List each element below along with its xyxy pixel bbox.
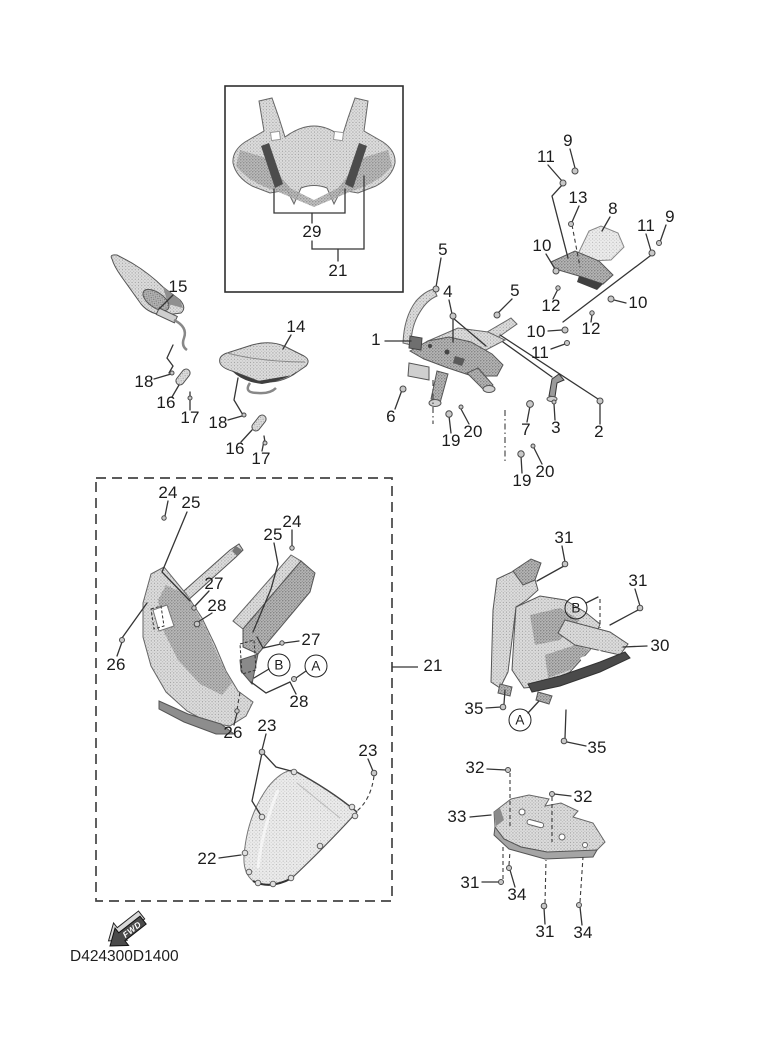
callout-32: 32 bbox=[573, 787, 593, 806]
callout-12: 12 bbox=[541, 296, 561, 315]
ref-circle-a: A bbox=[305, 655, 328, 678]
callout-24: 24 bbox=[282, 512, 302, 531]
callout-10: 10 bbox=[628, 293, 648, 312]
callout-11: 11 bbox=[530, 343, 550, 362]
callout-31: 31 bbox=[554, 528, 574, 547]
callout-7: 7 bbox=[521, 420, 531, 439]
part-front-cowl bbox=[233, 98, 395, 207]
callout-16: 16 bbox=[156, 393, 176, 412]
callout-25: 25 bbox=[263, 525, 283, 544]
callout-31: 31 bbox=[535, 922, 555, 941]
callout-19: 19 bbox=[512, 471, 532, 490]
callout-14: 14 bbox=[286, 317, 306, 336]
callout-23: 23 bbox=[257, 716, 277, 735]
part-cover-14 bbox=[220, 343, 308, 384]
callout-17: 17 bbox=[251, 449, 271, 468]
callout-29: 29 bbox=[302, 222, 322, 241]
callout-12: 12 bbox=[581, 319, 601, 338]
part-stay-bracket bbox=[403, 289, 517, 407]
callout-28: 28 bbox=[207, 596, 227, 615]
callout-26: 26 bbox=[223, 723, 243, 742]
callout-4: 4 bbox=[443, 282, 453, 301]
callout-34: 34 bbox=[573, 923, 593, 942]
callout-11: 11 bbox=[636, 216, 656, 235]
ref-circle-b: B bbox=[565, 597, 588, 620]
callout-25: 25 bbox=[181, 493, 201, 512]
fwd-label: FWD bbox=[120, 919, 144, 940]
callout-9: 9 bbox=[563, 131, 573, 150]
callout-10: 10 bbox=[532, 236, 552, 255]
detail-inset-box bbox=[225, 86, 403, 292]
callout-35: 35 bbox=[587, 738, 607, 757]
mirror-mount-hook bbox=[174, 320, 187, 350]
callout-5: 5 bbox=[438, 240, 448, 259]
callout-11: 11 bbox=[536, 147, 556, 166]
callout-32: 32 bbox=[465, 758, 485, 777]
callout-35: 35 bbox=[464, 699, 484, 718]
ref-circle-a: A bbox=[509, 709, 532, 732]
callout-6: 6 bbox=[386, 407, 396, 426]
callout-31: 31 bbox=[460, 873, 480, 892]
callout-5: 5 bbox=[510, 281, 520, 300]
part-duct-30 bbox=[491, 559, 630, 704]
callout-18: 18 bbox=[134, 372, 154, 391]
callout-9: 9 bbox=[665, 207, 675, 226]
callout-34: 34 bbox=[507, 885, 527, 904]
callout-27: 27 bbox=[204, 574, 224, 593]
callout-15: 15 bbox=[168, 277, 188, 296]
callout-19: 19 bbox=[441, 431, 461, 450]
callout-13: 13 bbox=[568, 188, 588, 207]
callout-20: 20 bbox=[535, 462, 555, 481]
callout-26: 26 bbox=[106, 655, 126, 674]
callout-1: 1 bbox=[371, 330, 381, 349]
callout-3: 3 bbox=[551, 418, 561, 437]
part-stand-3 bbox=[547, 374, 564, 402]
callout-30: 30 bbox=[650, 636, 670, 655]
callout-24: 24 bbox=[158, 483, 178, 502]
callout-10: 10 bbox=[526, 322, 546, 341]
callout-18: 18 bbox=[208, 413, 228, 432]
callout-8: 8 bbox=[608, 199, 618, 218]
callout-22: 22 bbox=[197, 849, 217, 868]
callout-16: 16 bbox=[225, 439, 245, 458]
callout-20: 20 bbox=[463, 422, 483, 441]
callout-21: 21 bbox=[423, 656, 443, 675]
ref-circle-b: B bbox=[268, 654, 291, 677]
callout-27: 27 bbox=[301, 630, 321, 649]
callout-31: 31 bbox=[628, 571, 648, 590]
callout-28: 28 bbox=[289, 692, 309, 711]
callout-17: 17 bbox=[180, 408, 200, 427]
callout-33: 33 bbox=[447, 807, 467, 826]
callout-21: 21 bbox=[328, 261, 348, 280]
callout-23: 23 bbox=[358, 741, 378, 760]
drawing-code: D424300D1400 bbox=[70, 948, 179, 965]
part-windshield bbox=[244, 770, 357, 885]
cover-mount-hook bbox=[248, 383, 276, 393]
callout-2: 2 bbox=[594, 422, 604, 441]
